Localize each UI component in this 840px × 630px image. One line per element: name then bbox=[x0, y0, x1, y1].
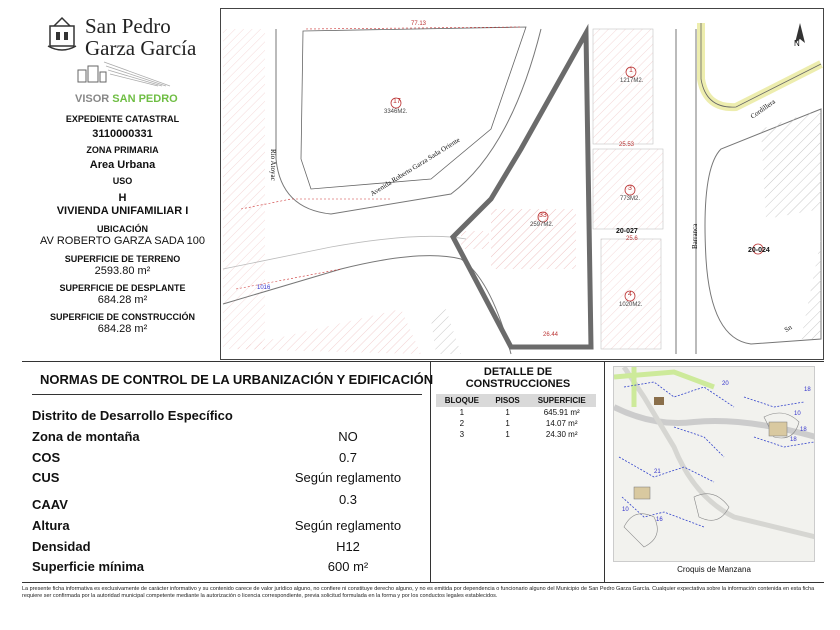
san-pedro-word: SAN PEDRO bbox=[112, 93, 178, 105]
croquis-label: 21 bbox=[654, 469, 661, 475]
normas-row bbox=[32, 559, 427, 579]
uso-label: USO bbox=[112, 176, 133, 186]
cell: 24.30 m² bbox=[545, 430, 578, 439]
cell: 1 bbox=[505, 408, 510, 417]
lot-3-id: 3 bbox=[628, 185, 632, 192]
croquis-label: 20 bbox=[722, 381, 729, 387]
normas-row bbox=[32, 539, 427, 559]
expediente-value: 3110000331 bbox=[92, 128, 153, 140]
lot-3-area: 773M2. bbox=[620, 196, 641, 202]
cell: 1 bbox=[505, 430, 510, 439]
normas-label: Superficie mínima bbox=[32, 559, 144, 574]
street-barranca: Barranca bbox=[691, 223, 699, 249]
normas-label: COS bbox=[32, 450, 61, 465]
desplante-label: SUPERFICIE DE DESPLANTE bbox=[59, 283, 186, 293]
croquis-label: 18 bbox=[790, 437, 797, 443]
expediente-label: EXPEDIENTE CATASTRAL bbox=[65, 114, 180, 124]
visor-logo-icon bbox=[74, 58, 174, 92]
normas-row bbox=[32, 408, 427, 428]
divider-top bbox=[22, 361, 824, 362]
zona-value: Area Urbana bbox=[89, 159, 156, 171]
table-row bbox=[436, 418, 596, 429]
street-rio-atoyac: Río Atoyac bbox=[269, 149, 277, 181]
cell: 14.07 m² bbox=[545, 419, 578, 428]
normas-row bbox=[32, 492, 427, 512]
detalle-header-row bbox=[436, 394, 596, 407]
normas-value: 600 m² bbox=[327, 559, 369, 574]
street-garza-sada: Avenida Roberto Garza Sada Oriente bbox=[369, 135, 462, 198]
detalle-title-line2: CONSTRUCCIONES bbox=[465, 378, 571, 390]
col-superficie: SUPERFICIE bbox=[527, 394, 596, 407]
col-pisos: PISOS bbox=[488, 394, 528, 407]
municipality-name-1: San Pedro bbox=[85, 14, 171, 38]
block-20-027: 20-027 bbox=[616, 228, 638, 235]
normas-row bbox=[32, 429, 427, 449]
info-panel bbox=[30, 112, 215, 335]
lot-33-area: 2597M2. bbox=[530, 222, 554, 228]
normas-value: 0.3 bbox=[338, 492, 358, 507]
dim-label-4: 26.44 bbox=[543, 332, 559, 338]
croquis-label: 16 bbox=[656, 517, 663, 523]
desplante-value: 684.28 m² bbox=[97, 294, 148, 306]
divider-v1 bbox=[430, 362, 431, 582]
normas-value: NO bbox=[338, 429, 358, 444]
normas-row bbox=[32, 518, 427, 538]
ubicacion-value: AV ROBERTO GARZA SADA 100 bbox=[39, 235, 206, 247]
normas-value: H12 bbox=[336, 539, 360, 554]
uso-value-2: VIVIENDA UNIFAMILIAR I bbox=[56, 205, 189, 217]
lot-33-id: 33 bbox=[539, 212, 547, 219]
detalle-title bbox=[436, 366, 600, 390]
col-bloque: BLOQUE bbox=[436, 394, 488, 407]
normas-value: Según reglamento bbox=[294, 470, 402, 485]
municipal-seal-icon bbox=[46, 16, 78, 54]
croquis-label: 10 bbox=[622, 507, 629, 513]
map-svg bbox=[221, 9, 823, 359]
terreno-value: 2593.80 m² bbox=[94, 265, 151, 277]
croquis-label: 10 bbox=[794, 411, 801, 417]
lot-4-id: 4 bbox=[628, 291, 632, 298]
lot-17-id: 17 bbox=[393, 98, 401, 105]
divider-v2 bbox=[604, 362, 605, 582]
visor-word: VISOR bbox=[75, 93, 110, 105]
construccion-value: 684.28 m² bbox=[97, 323, 148, 335]
table-row bbox=[436, 407, 596, 418]
construccion-label: SUPERFICIE DE CONSTRUCCIÓN bbox=[49, 312, 195, 322]
disclaimer-text: La presente ficha informativa es exclusivamente de carácter informativo y su contenido carece de valor jurídico alguno, no confiere ni constituye derecho alguno, y no es emitida por dependencia o funcionario alguno del Municipio de San Pedro Garza García. Cualquier expectativa sobre la información contenida en esta ficha requiere ser confirmada por la autoridad municipal competente mediante la autorización o licencia correspondiente, previa solicitud formulada en la forma y por los conductos legales establecidos. bbox=[22, 586, 815, 599]
normas-label: CUS bbox=[32, 470, 60, 485]
lot-1-area: 1217M2. bbox=[620, 78, 644, 84]
normas-label: Densidad bbox=[32, 539, 91, 554]
cell: 1 bbox=[459, 408, 465, 417]
uso-value-1: H bbox=[118, 192, 127, 204]
normas-title: NORMAS DE CONTROL DE LA URBANIZACIÓN Y EDIFICACIÓN bbox=[40, 372, 434, 387]
detalle-table bbox=[436, 394, 596, 440]
detalle-title-line1: DETALLE DE bbox=[483, 366, 553, 378]
north-label: N bbox=[794, 39, 800, 48]
normas-title-rule bbox=[32, 394, 422, 395]
croquis-label: 18 bbox=[804, 387, 811, 393]
cadastral-map[interactable] bbox=[221, 9, 823, 359]
normas-value: 0.7 bbox=[338, 450, 358, 465]
normas-label: Distrito de Desarrollo Específico bbox=[32, 408, 233, 423]
cell: 3 bbox=[459, 430, 465, 439]
dim-label-3: 25.6 bbox=[626, 236, 638, 242]
normas-row bbox=[32, 450, 427, 470]
cell: 1 bbox=[505, 419, 510, 428]
cell: 645.91 m² bbox=[543, 408, 580, 417]
table-row bbox=[436, 429, 596, 440]
croquis-svg bbox=[614, 367, 815, 562]
normas-label: CAAV bbox=[32, 497, 68, 512]
croquis-label: 18 bbox=[800, 427, 807, 433]
normas-row bbox=[32, 470, 427, 490]
croquis-caption: Croquis de Manzana bbox=[677, 565, 751, 574]
normas-label: Zona de montaña bbox=[32, 429, 140, 444]
divider-bottom bbox=[22, 582, 824, 583]
lot-17-area: 3346M2. bbox=[384, 109, 408, 115]
visor-wordmark bbox=[75, 93, 178, 105]
dim-label-1: 77.13 bbox=[411, 21, 427, 27]
cell: 2 bbox=[459, 419, 465, 428]
normas-value: Según reglamento bbox=[294, 518, 402, 533]
lot-1-id: 1 bbox=[629, 67, 633, 74]
croquis-map[interactable] bbox=[613, 366, 815, 562]
street-sn: Sn bbox=[783, 323, 794, 334]
zona-label: ZONA PRIMARIA bbox=[86, 145, 159, 155]
lot-4-area: 1020M2. bbox=[619, 302, 643, 308]
street-cordillera: Cordillera bbox=[749, 97, 777, 121]
dim-label-2: 25.53 bbox=[619, 142, 635, 148]
dim-label-5: 1016 bbox=[257, 285, 271, 291]
normas-label: Altura bbox=[32, 518, 70, 533]
ubicacion-label: UBICACIÓN bbox=[97, 224, 148, 234]
municipality-name-2: Garza García bbox=[85, 36, 197, 60]
terreno-label: SUPERFICIE DE TERRENO bbox=[64, 254, 181, 264]
block-20-024: 20-024 bbox=[748, 247, 770, 254]
